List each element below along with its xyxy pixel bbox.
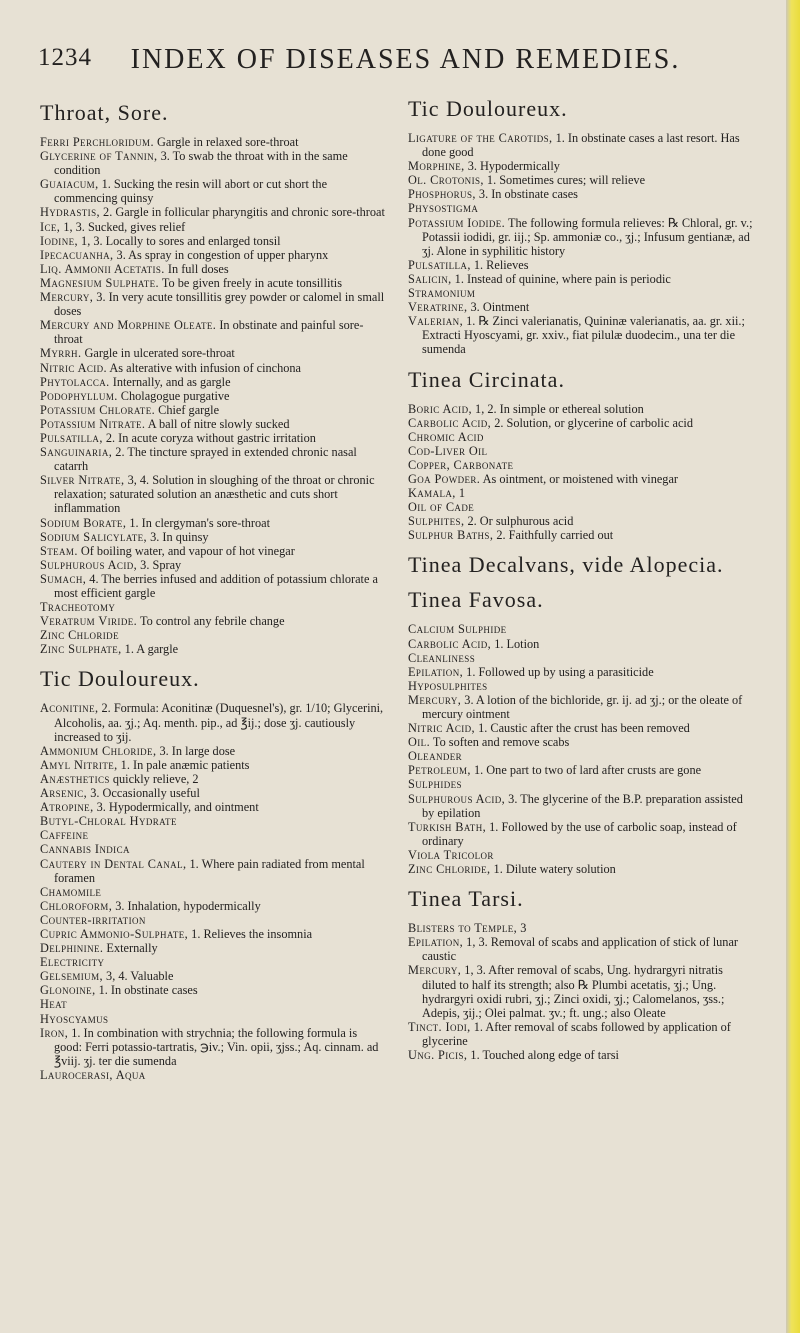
index-entry xyxy=(408,258,756,272)
remedy-note: 1, 3. Locally to sores and enlarged tonsil xyxy=(77,233,281,248)
remedy-name: Gelsemium, xyxy=(40,969,103,984)
index-entry xyxy=(40,262,388,276)
index-entry xyxy=(408,637,756,651)
index-entry xyxy=(40,389,388,403)
index-entry xyxy=(408,693,756,721)
index-entry xyxy=(40,346,388,360)
index-entry xyxy=(408,749,756,763)
remedy-name: Liq. Ammonii Acetatis. xyxy=(40,261,165,276)
remedy-name: Boric Acid, xyxy=(408,401,472,416)
remedy-name: Sulphurous Acid, xyxy=(40,557,138,572)
index-entry xyxy=(40,1068,388,1082)
index-entry xyxy=(408,963,756,1019)
remedy-name: Delphinine. xyxy=(40,941,104,956)
index-entry xyxy=(40,772,388,786)
remedy-note: 1. In pale anæmic patients xyxy=(117,757,250,772)
remedy-note: 2. The tincture sprayed in extended chronic nasal catarrh xyxy=(54,445,357,474)
index-entry xyxy=(408,921,756,935)
index-entry xyxy=(408,848,756,862)
remedy-name: Sulphites, xyxy=(408,514,465,529)
remedy-name: Mercury, xyxy=(408,963,462,978)
index-entry xyxy=(408,935,756,963)
index-entry xyxy=(40,149,388,177)
index-entry xyxy=(40,642,388,656)
remedy-name: Zinc Chloride, xyxy=(408,862,491,877)
remedy-name: Carbolic Acid, xyxy=(408,636,492,651)
remedy-note: 1. Sometimes cures; will relieve xyxy=(483,173,646,188)
index-entry xyxy=(408,201,756,215)
index-entry xyxy=(408,721,756,735)
remedy-note: Gargle in relaxed sore-throat xyxy=(153,135,299,149)
index-entry xyxy=(40,614,388,628)
remedy-note: 3. To swab the throat with in the same condition xyxy=(54,149,348,178)
index-entry xyxy=(408,159,756,173)
remedy-name: Goa Powder. xyxy=(408,471,481,486)
index-entry xyxy=(40,969,388,983)
remedy-name: Ung. Picis, xyxy=(408,1047,468,1062)
remedy-note: 1. A gargle xyxy=(121,642,179,657)
remedy-name: Morphine, xyxy=(408,159,465,174)
remedy-name: Sulphur Baths, xyxy=(408,528,494,543)
remedy-name: Sulphides xyxy=(408,777,462,792)
remedy-note: 1. Followed up by using a parasiticide xyxy=(463,664,654,679)
index-entry xyxy=(408,458,756,472)
remedy-note: As alterative with infusion of cinchona xyxy=(107,360,302,375)
left-column xyxy=(40,100,388,1082)
index-entry xyxy=(408,472,756,486)
index-entry xyxy=(408,735,756,749)
remedy-name: Butyl-Chloral Hydrate xyxy=(40,814,177,829)
index-entry xyxy=(408,514,756,528)
index-entry xyxy=(408,1020,756,1048)
remedy-name: Mercury, xyxy=(40,290,94,305)
index-entry xyxy=(408,651,756,665)
section-heading: Tinea Tarsi. xyxy=(408,886,524,912)
section-heading: Tic Douloureux. xyxy=(408,96,568,121)
remedy-note: 1. Caustic after the crust has been removed xyxy=(475,721,690,736)
index-entry xyxy=(408,1048,756,1062)
index-entry xyxy=(40,800,388,814)
remedy-name: Oil. xyxy=(408,735,431,750)
index-entry xyxy=(40,628,388,642)
index-entry xyxy=(408,314,756,356)
remedy-name: Veratrine, xyxy=(408,300,468,315)
remedy-name: Sumach, xyxy=(40,571,87,586)
remedy-name: Tracheotomy xyxy=(40,600,116,615)
remedy-name: Cleanliness xyxy=(408,650,476,665)
remedy-name: Glycerine of Tannin, xyxy=(40,149,158,164)
index-entry xyxy=(40,701,388,743)
remedy-note: 3 xyxy=(517,921,527,936)
remedy-name: Ice, xyxy=(40,219,61,234)
index-entry xyxy=(40,997,388,1011)
remedy-name: Atropine, xyxy=(40,800,94,815)
remedy-note: 1, 3. Sucked, gives relief xyxy=(60,219,186,234)
remedy-name: Viola Tricolor xyxy=(408,847,494,862)
remedy-note: 1. In obstinate cases xyxy=(95,983,198,998)
remedy-name: Cautery in Dental Canal, xyxy=(40,856,187,871)
index-entry xyxy=(408,763,756,777)
remedy-note: 1. Relieves the insomnia xyxy=(188,926,313,941)
index-entry xyxy=(408,444,756,458)
remedy-name: Zinc Chloride xyxy=(40,628,119,643)
remedy-note: In obstinate and painful sore-throat xyxy=(54,318,364,347)
remedy-name: Petroleum, xyxy=(408,763,471,778)
remedy-name: Potassium Nitrate. xyxy=(40,416,146,431)
remedy-note: Internally, and as gargle xyxy=(109,374,231,389)
remedy-name: Hyposulphites xyxy=(408,678,488,693)
remedy-name: Ferri Perchloridum. xyxy=(40,135,154,149)
remedy-name: Aconitine, xyxy=(40,701,99,716)
remedy-note: 1, 2. In simple or ethereal solution xyxy=(471,401,644,416)
remedy-name: Sulphurous Acid, xyxy=(408,791,506,806)
index-entry xyxy=(40,955,388,969)
index-entry xyxy=(40,234,388,248)
index-entry xyxy=(40,220,388,234)
remedy-name: Arsenic, xyxy=(40,786,88,801)
index-entry xyxy=(40,1012,388,1026)
remedy-note: 2. Formula: Aconitinæ (Duquesnel's), gr. 1/10; Glycerini, Alcoholis, aa. ʒj.; Aq. menth. pip., ad ℥ij.; dose ʒj. cautiously increased to ʒij. xyxy=(54,701,384,744)
remedy-name: Salicin, xyxy=(408,271,452,286)
remedy-name: Calcium Sulphide xyxy=(408,622,507,637)
remedy-name: Counter-irritation xyxy=(40,912,146,927)
index-entry xyxy=(40,913,388,927)
index-entry xyxy=(408,173,756,187)
index-entry xyxy=(408,486,756,500)
remedy-name: Sodium Salicylate, xyxy=(40,529,148,544)
remedy-note: 3. Hypodermically, and ointment xyxy=(93,800,259,815)
index-entry xyxy=(408,272,756,286)
section-heading: Throat, Sore. xyxy=(40,100,169,125)
remedy-note: 3. Hypodermically xyxy=(464,159,560,174)
remedy-note: 1. In combination with strychnia; the following formula is good: Ferri potassio-tartratis, ℈iv.; Vin. opii, ʒjss.; Aq. cinnam. ad ℥viij. ʒj. ter die sumenda xyxy=(54,1025,379,1068)
page-edge xyxy=(786,0,800,1333)
remedy-name: Stramonium xyxy=(408,286,476,301)
remedy-note: 1. After removal of scabs followed by application of glycerine xyxy=(422,1019,731,1048)
remedy-note: 1. Lotion xyxy=(491,636,540,651)
remedy-name: Sodium Borate, xyxy=(40,515,127,530)
remedy-name: Turkish Bath, xyxy=(408,819,487,834)
remedy-name: Mercury and Morphine Oleate. xyxy=(40,318,217,333)
remedy-note: 2. Gargle in follicular pharyngitis and chronic sore-throat xyxy=(99,205,385,220)
index-entry xyxy=(408,416,756,430)
index-entry xyxy=(408,792,756,820)
remedy-note: 3. Inhalation, hypodermically xyxy=(112,898,261,913)
remedy-name: Kamala, xyxy=(408,486,456,501)
remedy-name: Magnesium Sulphate. xyxy=(40,275,160,290)
index-entry xyxy=(408,500,756,514)
page-title: INDEX OF DISEASES AND REMEDIES. xyxy=(130,44,681,75)
remedy-name: Epilation, xyxy=(408,664,464,679)
remedy-note: A ball of nitre slowly sucked xyxy=(145,416,290,431)
index-entry xyxy=(408,665,756,679)
index-entry xyxy=(40,318,388,346)
remedy-note: Cholagogue purgative xyxy=(117,388,230,403)
index-entry xyxy=(40,558,388,572)
remedy-note: 3, 4. Valuable xyxy=(102,969,174,984)
index-entry xyxy=(40,403,388,417)
remedy-note: 3. The glycerine of the B.P. preparation assisted by epilation xyxy=(422,791,743,820)
index-entry xyxy=(40,177,388,205)
remedy-note: 1. Dilute watery solution xyxy=(490,862,616,877)
remedy-name: Guaiacum, xyxy=(40,177,99,192)
remedy-name: Mercury, xyxy=(408,692,462,707)
remedy-name: Sanguinaria, xyxy=(40,445,113,460)
remedy-note: Gargle in ulcerated sore-throat xyxy=(81,346,235,361)
remedy-note: 3. Spray xyxy=(137,557,182,572)
index-entry xyxy=(40,927,388,941)
remedy-note: Of boiling water, and vapour of hot vinegar xyxy=(77,543,295,558)
remedy-name: Phosphorus, xyxy=(408,187,476,202)
remedy-note: 1. In clergyman's sore-throat xyxy=(126,515,270,530)
index-entry xyxy=(40,744,388,758)
remedy-note: To control any febrile change xyxy=(137,614,285,629)
remedy-name: Iodine, xyxy=(40,233,78,248)
index-entry xyxy=(40,983,388,997)
index-entry xyxy=(408,622,756,636)
index-entry xyxy=(408,402,756,416)
remedy-name: Amyl Nitrite, xyxy=(40,757,118,772)
remedy-name: Chromic Acid xyxy=(408,429,484,444)
right-column xyxy=(408,96,756,1062)
section-heading: Tinea Favosa. xyxy=(408,587,544,613)
remedy-note: 1. Where pain radiated from mental foramen xyxy=(54,856,365,885)
remedy-name: Caffeine xyxy=(40,828,89,843)
remedy-name: Pulsatilla, xyxy=(408,257,471,272)
index-entry xyxy=(408,187,756,201)
index-entry xyxy=(40,135,388,149)
index-entry xyxy=(40,786,388,800)
remedy-name: Blisters to Temple, xyxy=(408,921,518,936)
remedy-name: Hyoscyamus xyxy=(40,1011,109,1026)
index-entry xyxy=(40,516,388,530)
remedy-note: 1 xyxy=(455,486,465,501)
remedy-name: Iron, xyxy=(40,1025,69,1040)
remedy-note: quickly relieve, 2 xyxy=(109,771,199,786)
index-entry xyxy=(40,600,388,614)
running-head xyxy=(38,44,773,84)
index-entry xyxy=(40,857,388,885)
index-entry xyxy=(40,205,388,219)
remedy-name: Oil of Cade xyxy=(408,500,475,515)
remedy-note: Chief gargle xyxy=(155,402,220,417)
remedy-name: Cod-Liver Oil xyxy=(408,443,488,458)
remedy-name: Potassium Chlorate. xyxy=(40,402,156,417)
remedy-note: 3. In large dose xyxy=(156,743,236,758)
remedy-note: 3, 4. Solution in sloughing of the throat or chronic relaxation; saturated solution an anæsthetic and cuts short inflammation xyxy=(54,473,375,516)
remedy-note: 3. As spray in congestion of upper pharynx xyxy=(113,247,329,262)
remedy-note: The following formula relieves: ℞ Chloral, gr. v.; Potassii iodidi, gr. iij.; Sp. ammoniæ co., ʒj.; Infusum gentianæ, ad ʒj. Alone in syphilitic history xyxy=(422,215,753,258)
remedy-note: 3. In obstinate cases xyxy=(475,187,578,202)
remedy-name: Nitric Acid. xyxy=(40,360,108,375)
remedy-name: Glonoine, xyxy=(40,983,96,998)
remedy-note: Externally xyxy=(103,941,158,956)
index-entry xyxy=(40,941,388,955)
remedy-name: Nitric Acid, xyxy=(408,721,476,736)
index-entry xyxy=(40,276,388,290)
remedy-note: 3. In quinsy xyxy=(147,529,209,544)
index-entry xyxy=(408,430,756,444)
index-entry xyxy=(40,445,388,473)
remedy-name: Zinc Sulphate, xyxy=(40,642,122,657)
remedy-note: 1, 3. Removal of scabs and application of stick of lunar caustic xyxy=(422,935,738,964)
remedy-note: 3. In very acute tonsillitis grey powder or calomel in small doses xyxy=(54,290,385,319)
remedy-name: Phytolacca. xyxy=(40,374,110,389)
index-entry xyxy=(408,286,756,300)
index-entry xyxy=(40,290,388,318)
index-entry xyxy=(40,572,388,600)
index-entry xyxy=(408,216,756,258)
remedy-name: Electricity xyxy=(40,955,105,970)
remedy-note: 1, 3. After removal of scabs, Ung. hydrargyri nitratis diluted to half its strength; also ℞ Plumbi acetatis, ʒj.; Ung. hydrargyri oxidi rubri, ʒj.; Zinci oxidi, ʒj.; Calomelanos, ʒss.; Adepis, ʒij.; Olei palmat. ʒv.; ft. ung.; also Oleate xyxy=(422,963,725,1020)
remedy-name: Podophyllum. xyxy=(40,388,118,403)
index-entry xyxy=(40,473,388,515)
section-heading: Tic Douloureux. xyxy=(40,666,200,692)
remedy-note: 2. Solution, or glycerine of carbolic acid xyxy=(491,415,693,430)
remedy-name: Copper, Carbonate xyxy=(408,457,514,472)
remedy-note: 4. The berries infused and addition of potassium chlorate a most efficient gargle xyxy=(54,571,378,600)
index-entry xyxy=(408,300,756,314)
index-entry xyxy=(40,842,388,856)
index-entry xyxy=(408,131,756,159)
remedy-note: 3. Occasionally useful xyxy=(87,786,200,801)
remedy-name: Ol. Crotonis, xyxy=(408,173,484,188)
remedy-name: Valerian, xyxy=(408,314,464,329)
remedy-name: Silver Nitrate, xyxy=(40,473,125,488)
remedy-note: 1. Touched along edge of tarsi xyxy=(467,1047,619,1062)
remedy-name: Anæsthetics xyxy=(40,771,110,786)
remedy-name: Cannabis Indica xyxy=(40,842,130,857)
index-entry xyxy=(408,820,756,848)
remedy-name: Potassium Iodide. xyxy=(408,215,506,230)
remedy-name: Chloroform, xyxy=(40,898,113,913)
remedy-name: Carbolic Acid, xyxy=(408,415,492,430)
page-number: 1234 xyxy=(38,44,92,71)
remedy-note: 3. Ointment xyxy=(467,300,530,315)
index-entry xyxy=(40,530,388,544)
remedy-name: Steam. xyxy=(40,543,78,558)
section-heading: Tinea Decalvans, vide Alopecia. xyxy=(408,552,724,578)
index-entry xyxy=(40,417,388,431)
remedy-name: Laurocerasi, Aqua xyxy=(40,1067,146,1082)
remedy-note: 1. Relieves xyxy=(470,257,529,272)
remedy-note: In full doses xyxy=(164,261,229,276)
remedy-note: 3. A lotion of the bichloride, gr. ij. ad ʒj.; or the oleate of mercury ointment xyxy=(422,692,743,721)
remedy-note: 1. Sucking the resin will abort or cut short the commencing quinsy xyxy=(54,177,328,206)
index-entry xyxy=(40,899,388,913)
index-entry xyxy=(408,679,756,693)
index-entry xyxy=(40,544,388,558)
section-heading: Tinea Circinata. xyxy=(408,366,565,392)
remedy-name: Heat xyxy=(40,997,67,1012)
remedy-name: Pulsatilla, xyxy=(40,430,103,445)
remedy-note: To be given freely in acute tonsillitis xyxy=(159,275,343,290)
remedy-note: 2. In acute coryza without gastric irritation xyxy=(102,430,316,445)
remedy-note: 1. In obstinate cases a last resort. Has done good xyxy=(422,131,740,160)
remedy-name: Ammonium Chloride, xyxy=(40,743,157,758)
remedy-note: To soften and remove scabs xyxy=(430,735,570,750)
index-entry xyxy=(40,885,388,899)
remedy-note: 1. One part to two of lard after crusts are gone xyxy=(470,763,702,778)
index-entry xyxy=(40,814,388,828)
remedy-note: As ointment, or moistened with vinegar xyxy=(480,471,679,486)
index-entry xyxy=(40,758,388,772)
remedy-name: Hydrastis, xyxy=(40,205,100,220)
remedy-note: 2. Faithfully carried out xyxy=(493,528,614,543)
remedy-name: Oleander xyxy=(408,749,463,764)
index-entry xyxy=(40,361,388,375)
index-entry xyxy=(40,1026,388,1068)
remedy-name: Veratrum Viride. xyxy=(40,614,138,629)
remedy-name: Physostigma xyxy=(408,201,479,216)
index-entry xyxy=(40,248,388,262)
index-entry xyxy=(408,862,756,876)
remedy-note: 1. Instead of quinine, where pain is periodic xyxy=(451,271,671,286)
remedy-name: Epilation, xyxy=(408,935,464,950)
remedy-note: 1. ℞ Zinci valerianatis, Quininæ valerianatis, aa. gr. xii.; Extracti Hyoscyami, gr. xxiv., fiat pilulæ duodecim., una ter die sumenda xyxy=(422,314,745,357)
index-entry xyxy=(40,375,388,389)
index-entry xyxy=(40,828,388,842)
remedy-note: 1. Followed by the use of carbolic soap, instead of ordinary xyxy=(422,819,737,848)
remedy-name: Myrrh. xyxy=(40,346,82,361)
remedy-name: Chamomile xyxy=(40,884,102,899)
index-entry xyxy=(40,431,388,445)
remedy-name: Ipecacuanha, xyxy=(40,247,114,262)
remedy-name: Cupric Ammonio-Sulphate, xyxy=(40,926,189,941)
remedy-name: Ligature of the Carotids, xyxy=(408,131,553,145)
remedy-note: 2. Or sulphurous acid xyxy=(464,514,574,529)
remedy-name: Tinct. Iodi, xyxy=(408,1019,471,1034)
index-entry xyxy=(408,528,756,542)
index-entry xyxy=(408,777,756,791)
